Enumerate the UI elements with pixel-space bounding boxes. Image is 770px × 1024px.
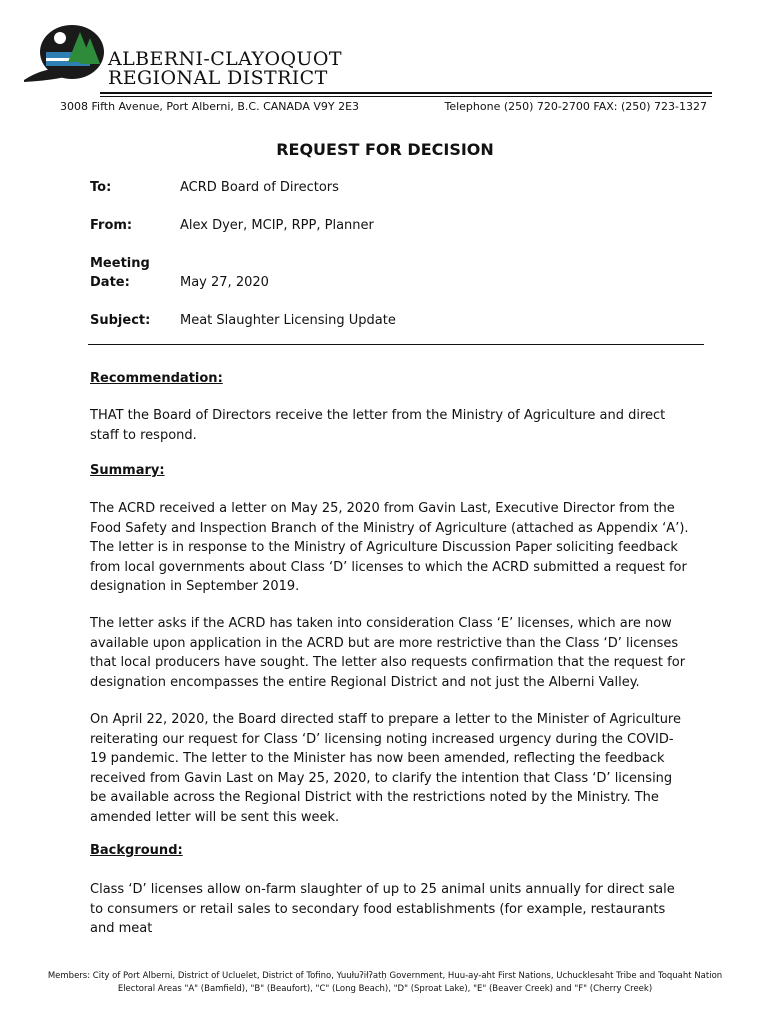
date-label: Date:	[90, 275, 130, 290]
summary-paragraph-3: On April 22, 2020, the Board directed staff to prepare a letter to the Minister of Agriculture reiterating our request for Class ‘D’ licensing noting increased urgency during the COVID-19 pandemic. The letter to the Minister has now been amended, reflecting the feedback received from Gavin Last on May 25, 2020, to clarify the intention that Class ‘D’ licensing be available across the Regional District with the restrictions noted by the Ministry. The amended letter will be sent this week.	[90, 712, 681, 825]
background-paragraph-1: Class ‘D’ licenses allow on-farm slaughter of up to 25 animal units annually for direct sale to consumers or retail sales to secondary food establishments (for example, restaurants and meat	[90, 882, 675, 936]
divider	[88, 344, 704, 345]
from-label: From:	[90, 218, 133, 233]
meeting-label: Meeting	[90, 256, 150, 271]
header-rule	[100, 92, 712, 94]
acrd-logo-icon	[22, 22, 112, 92]
to-label: To:	[90, 180, 112, 195]
telephone-fax: Telephone (250) 720-2700 FAX: (250) 723-1327	[444, 100, 707, 113]
footer-line2: Electoral Areas "A" (Bamfield), "B" (Beaufort), "C" (Long Beach), "D" (Sproat Lake), "E" (Beaver Creek) and "F" (Cherry Creek)	[117, 984, 653, 994]
page-title: REQUEST FOR DECISION	[276, 140, 494, 159]
organization-name	[108, 50, 342, 88]
summary-paragraph-1: The ACRD received a letter on May 25, 2020 from Gavin Last, Executive Director from the Food Safety and Inspection Branch of the Ministry of Agriculture (attached as Appendix ‘A’). The letter is in response to the Ministry of Agriculture Discussion Paper soliciting feedback from local governments about Class ‘D’ licenses to which the ACRD submitted a request for designation in September 2019.	[90, 501, 689, 594]
header-rule-thin	[100, 96, 712, 97]
org-name-line1: ALBERNI-CLAYOQUOT	[108, 48, 342, 70]
subject-value: Meat Slaughter Licensing Update	[180, 313, 396, 328]
date-value: May 27, 2020	[180, 275, 269, 290]
recommendation-text: THAT the Board of Directors receive the letter from the Ministry of Agriculture and direct staff to respond.	[90, 408, 666, 443]
summary-paragraph-2: The letter asks if the ACRD has taken into consideration Class ‘E’ licenses, which are now available upon application in the ACRD but are more restrictive than the Class ‘D’ licenses that local producers have sought. The letter also requests confirmation that the request for designation encompasses the entire Regional District and not just the Alberni Valley.	[90, 616, 686, 690]
address: 3008 Fifth Avenue, Port Alberni, B.C. CANADA V9Y 2E3	[60, 100, 360, 113]
summary-heading: Summary:	[90, 463, 165, 478]
background-heading: Background:	[90, 843, 183, 858]
org-name-line2: REGIONAL DISTRICT	[108, 67, 328, 89]
recommendation-heading: Recommendation:	[90, 371, 223, 386]
footer-line1: Members: City of Port Alberni, District of Ucluelet, District of Tofino, Yuułuʔiłʔatḥ Government, Huu-ay-aht First Nations, Uchucklesaht Tribe and Toquaht Nation	[47, 971, 723, 981]
footer-members	[0, 970, 770, 996]
subject-label: Subject:	[90, 313, 151, 328]
from-value: Alex Dyer, MCIP, RPP, Planner	[180, 218, 374, 233]
to-value: ACRD Board of Directors	[180, 180, 339, 195]
